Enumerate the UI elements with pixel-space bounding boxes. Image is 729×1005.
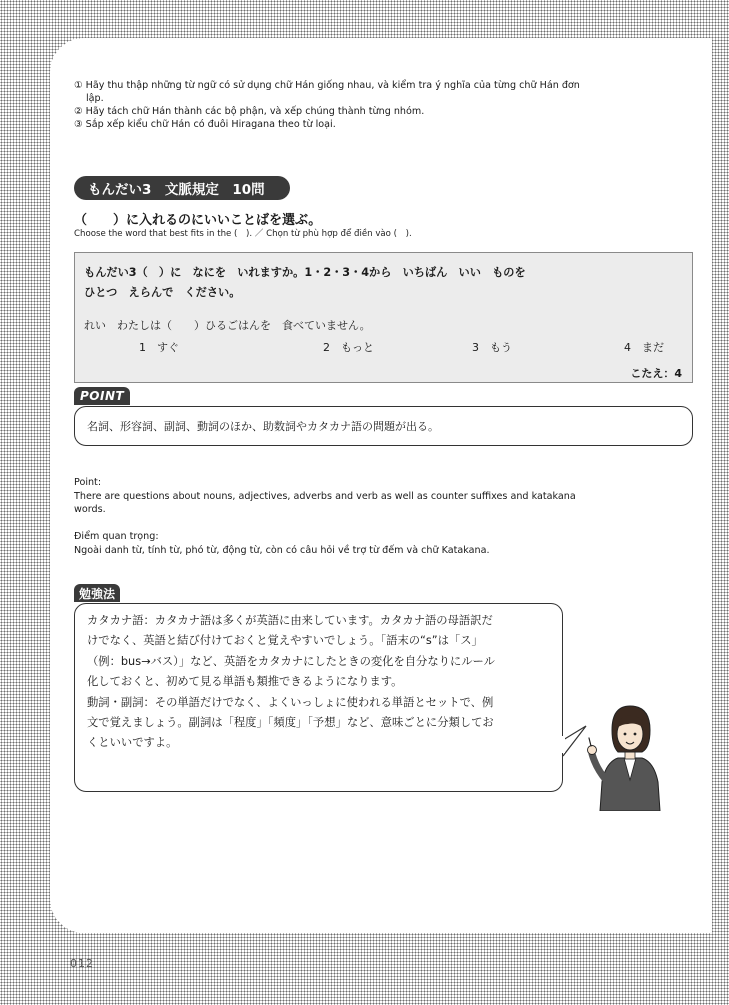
page-sheet (50, 38, 712, 933)
study-line-3: （例：bus→バス）」など、英語をカタカナにしたときの変化を自分なりにルール (87, 654, 495, 668)
instruction-item-1-cont: lập. (86, 93, 104, 104)
option-4: 4 まだ (624, 341, 664, 354)
option-1: 1 すぐ (139, 341, 179, 354)
point-vi-heading: Điểm quan trọng: (74, 531, 159, 542)
point-en-heading: Point: (74, 477, 102, 488)
point-box (74, 406, 693, 446)
instruction-item-3: ③ Sắp xếp kiểu chữ Hán có đuôi Hiragana theo từ loại. (74, 119, 336, 130)
page-number: 012 (70, 957, 94, 970)
section-badge: もんだい3 文脈規定 10問 (74, 176, 290, 200)
point-tag: POINT (74, 387, 130, 405)
study-line-6: 文で覚えましょう。副詞は「程度」「頻度」「予想」など、意味ごとに分類してお (87, 716, 494, 730)
section-instruction-ja: （ ）に入れるのにいいことばを選ぶ。 (74, 213, 322, 228)
study-line-1: カタカナ語：カタカナ語は多くが英語に由来しています。カタカナ語の母語訳だ (87, 614, 493, 627)
question-title (84, 263, 684, 303)
point-en-line-2: words. (74, 504, 106, 515)
instruction-list (74, 79, 694, 131)
study-line-4: 化しておくと、初めて見る単語も類推できるようになります。 (87, 675, 403, 689)
section-instruction-en: Choose the word that best fits in the ( ). ／ Chọn từ phù hợp để điền vào ( ). (74, 229, 412, 239)
question-title-line-2: ひとつ えらんで ください。 (84, 286, 241, 299)
option-3: 3 もう (472, 341, 512, 354)
study-tag: 勉強法 (74, 584, 120, 602)
study-box (74, 603, 563, 792)
study-line-2: けでなく、英語と結び付けておくと覚えやすいでしょう。「語末の“s”は「ス」 (87, 634, 483, 648)
study-line-5: 動詞・副詞：その単語だけでなく、よくいっしょに使われる単語とセットで、例 (87, 695, 494, 709)
point-en-line-1: There are questions about nouns, adjectives, adverbs and verb as well as counter suffixes and katakana (74, 491, 576, 502)
instruction-item-1: ① Hãy thu thập những từ ngữ có sử dụng chữ Hán giống nhau, và kiểm tra ý nghĩa của từng chữ Hán đơn (74, 80, 580, 91)
instruction-item-2: ② Hãy tách chữ Hán thành các bộ phận, và xếp chúng thành từng nhóm. (74, 106, 425, 117)
question-box (74, 252, 693, 383)
point-text: 名詞、形容詞、副詞、動詞のほか、助数詞やカタカナ語の問題が出る。 (87, 420, 439, 433)
teacher-illustration (562, 696, 662, 811)
point-vi-text: Ngoài danh từ, tính từ, phó từ, động từ, còn có câu hỏi về trợ từ đếm và chữ Katakana. (74, 545, 490, 556)
study-line-7: くといいですよ。 (87, 736, 178, 750)
option-2: 2 もっと (323, 341, 374, 354)
answer-label: こたえ：4 (630, 367, 682, 380)
question-title-line-1: もんだい3（ ）に なにを いれますか。1・2・3・4から いちばん いい ものを (84, 266, 526, 279)
question-example: れい わたしは（ ）ひるごはんを 食べていません。 (84, 319, 371, 332)
